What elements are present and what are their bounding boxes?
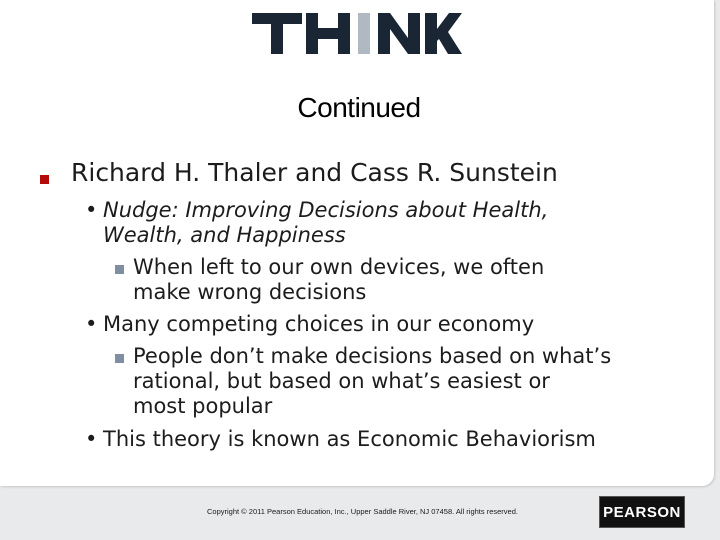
logo-letter-i — [358, 13, 370, 54]
level2-bullet-marker: • — [85, 312, 98, 336]
level2-text: This theory is known as Economic Behaviorism — [103, 427, 596, 451]
level3-bullet-marker — [115, 265, 124, 274]
pearson-logo: PEARSON — [599, 496, 685, 528]
level3-text-line2: rational, but based on what’s easiest or — [133, 369, 550, 393]
level1-bullet-text: Richard H. Thaler and Cass R. Sunstein — [71, 158, 558, 187]
think-logo — [250, 8, 462, 58]
logo-letter-k — [425, 13, 462, 54]
level3-text-line1: People don’t make decisions based on what’s — [133, 344, 612, 368]
book-title-line1: Nudge: Improving Decisions about Health, — [103, 198, 549, 222]
level2-text: Many competing choices in our economy — [103, 312, 535, 336]
copyright-notice: Copyright © 2011 Pearson Education, Inc., Upper Saddle River, NJ 07458. All rights reserved. — [207, 507, 518, 516]
logo-letter-h — [306, 13, 350, 54]
book-title-line2: Wealth, and Happiness — [103, 223, 346, 247]
level1-bullet-marker — [40, 175, 49, 184]
level2-bullet-marker: • — [85, 427, 98, 451]
logo-letter-n — [378, 13, 420, 54]
level3-text-line3: most popular — [133, 394, 273, 418]
level2-bullet-marker: • — [85, 198, 98, 222]
slide-title: Continued — [297, 92, 421, 123]
level3-text-line2: make wrong decisions — [133, 280, 367, 304]
logo-letter-t — [252, 13, 302, 54]
level3-text-line1: When left to our own devices, we often — [133, 255, 545, 279]
level3-bullet-marker — [115, 354, 124, 363]
